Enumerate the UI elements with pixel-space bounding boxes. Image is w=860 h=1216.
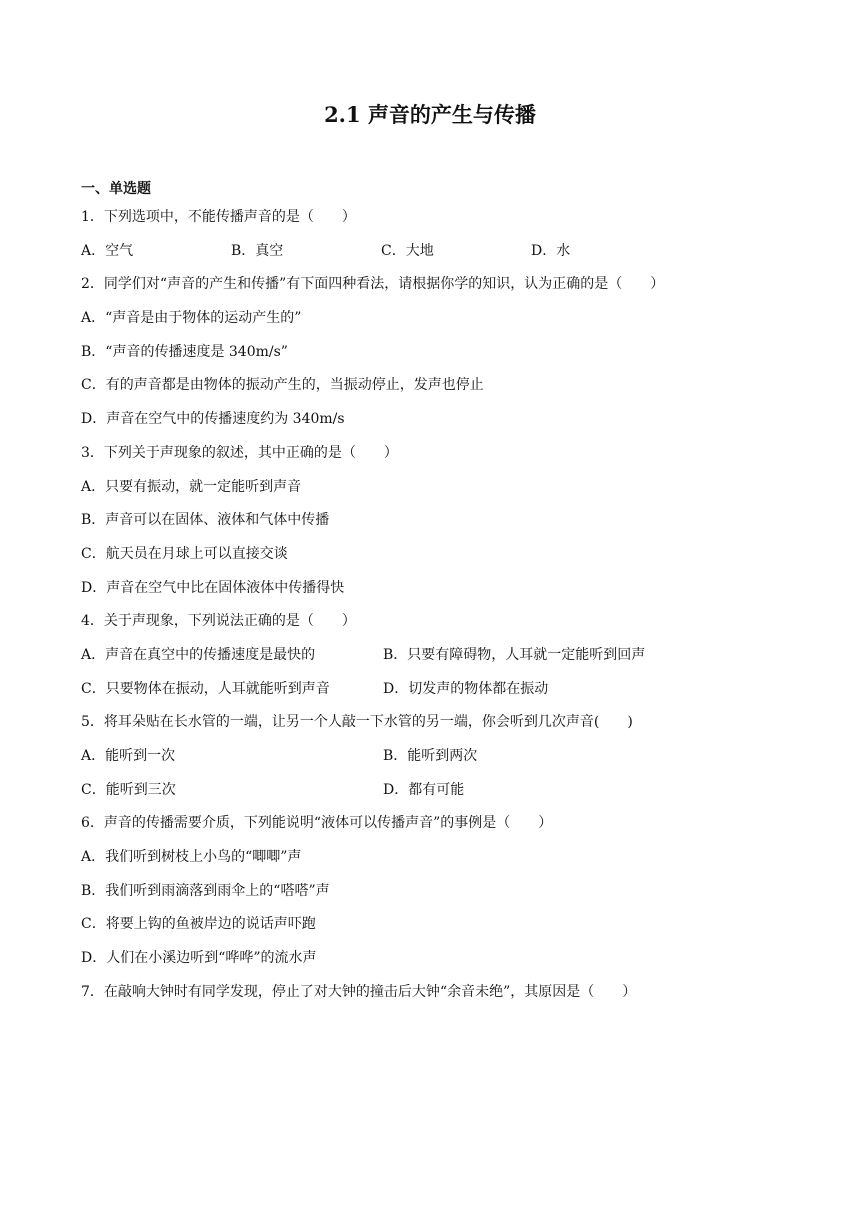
question-6-option-d: D．人们在小溪边听到“哗哗”的流水声 bbox=[81, 950, 317, 967]
question-1-options bbox=[81, 241, 781, 275]
question-4-stem: 4．关于声现象，下列说法正确的是（ ） bbox=[81, 613, 356, 630]
question-3-option-d: D．声音在空气中比在固体液体中传播得快 bbox=[81, 579, 345, 596]
question-5-option-d: D．都有可能 bbox=[383, 781, 465, 798]
question-3-stem: 3．下列关于声现象的叙述，其中正确的是（ ） bbox=[81, 444, 398, 461]
question-2-option-b: B．“声音的传播速度是 340m/s” bbox=[81, 343, 288, 360]
question-2-option-d: D．声音在空气中的传播速度约为 340m/s bbox=[81, 411, 345, 428]
question-6-option-c: C．将要上钩的鱼被岸边的说话声吓跑 bbox=[81, 916, 316, 933]
question-5-stem: 5．将耳朵贴在长水管的一端，让另一个人敲一下水管的另一端，你会听到几次声音( ) bbox=[81, 714, 633, 731]
question-5-options-row-1 bbox=[81, 746, 781, 780]
question-4-option-b: B．只要有障碍物，人耳就一定能听到回声 bbox=[383, 646, 646, 663]
question-1-option-d: D．水 bbox=[531, 242, 571, 259]
question-list bbox=[81, 207, 781, 1016]
document-title: 2.1 声音的产生与传播 bbox=[324, 102, 536, 127]
question-5-option-a: A．能听到一次 bbox=[81, 748, 176, 764]
question-5-option-b: B．能听到两次 bbox=[383, 748, 478, 764]
question-3-option-b: B．声音可以在固体、液体和气体中传播 bbox=[81, 512, 330, 529]
question-1-option-a: A．空气 bbox=[81, 242, 134, 259]
question-3-option-a: A．只要有振动，就一定能听到声音 bbox=[81, 478, 302, 495]
question-2-option-a: A．“声音是由于物体的运动产生的” bbox=[81, 310, 302, 327]
question-2-option-c: C．有的声音都是由物体的振动产生的，当振动停止，发声也停止 bbox=[81, 377, 484, 394]
question-4-option-d: D．切发声的物体都在振动 bbox=[383, 680, 549, 697]
question-6-option-a: A．我们听到树枝上小鸟的“唧唧”声 bbox=[81, 849, 302, 866]
question-6-stem: 6．声音的传播需要介质，下列能说明“液体可以传播声音”的事例是（ ） bbox=[81, 815, 553, 832]
question-2-stem: 2．同学们对“声音的产生和传播”有下面四种看法，请根据你学的知识，认为正确的是（ ） bbox=[81, 276, 665, 293]
question-3-option-c: C．航天员在月球上可以直接交谈 bbox=[81, 545, 288, 562]
question-5-options-row-2 bbox=[81, 780, 781, 814]
section-heading: 一、单选题 bbox=[81, 181, 151, 197]
question-6-option-b: B．我们听到雨滴落到雨伞上的“嗒嗒”声 bbox=[81, 882, 330, 899]
question-5-option-c: C．能听到三次 bbox=[81, 781, 176, 798]
question-4-option-c: C．只要物体在振动，人耳就能听到声音 bbox=[81, 680, 330, 697]
question-1-option-c: C．大地 bbox=[381, 242, 434, 259]
question-4-options-row-2 bbox=[81, 679, 781, 713]
question-1-option-b: B．真空 bbox=[231, 242, 284, 259]
question-7-stem: 7．在敲响大钟时有同学发现，停止了对大钟的撞击后大钟“余音未绝”，其原因是（ ） bbox=[81, 983, 637, 1000]
question-1-stem: 1．下列选项中，不能传播声音的是（ ） bbox=[81, 209, 356, 225]
question-4-option-a: A．声音在真空中的传播速度是最快的 bbox=[81, 646, 316, 663]
question-4-options-row-1 bbox=[81, 645, 781, 679]
